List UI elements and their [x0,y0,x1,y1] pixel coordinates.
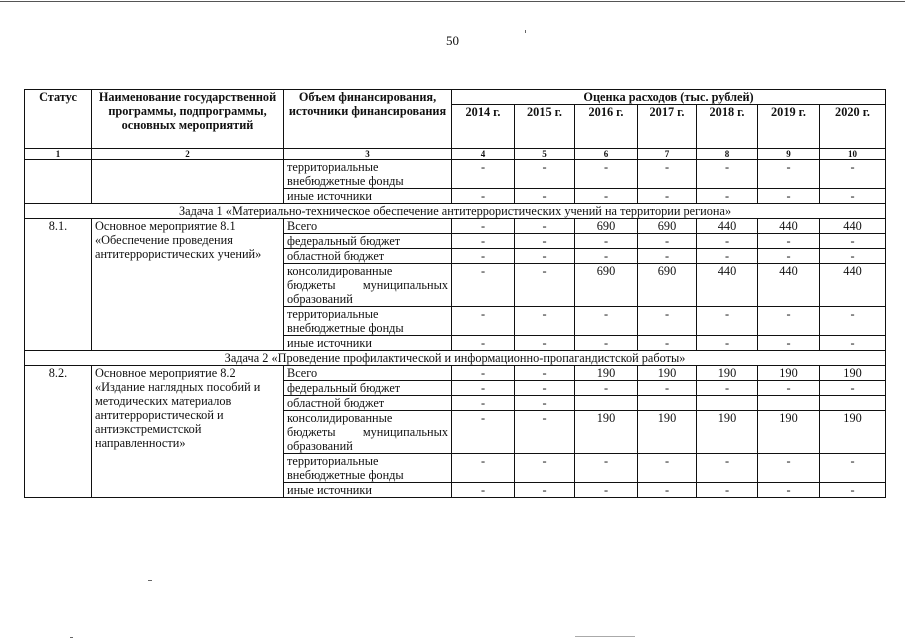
source-cell: иные источники [284,336,452,351]
value-cell: - [820,307,886,336]
value-cell: - [515,411,575,454]
value-cell: - [697,249,758,264]
value-cell: 440 [758,219,820,234]
value-cell: - [638,336,697,351]
value-cell: 190 [697,411,758,454]
value-cell: - [758,483,820,498]
name-cell [92,160,284,204]
value-cell: - [452,249,515,264]
value-cell: - [575,189,638,204]
value-cell: - [638,189,697,204]
source-cell: иные источники [284,189,452,204]
value-cell: - [515,189,575,204]
value-cell: - [697,234,758,249]
budget-table [24,89,886,498]
scan-speck [525,30,526,33]
value-cell: - [758,307,820,336]
value-cell: 690 [638,219,697,234]
value-cell: - [575,454,638,483]
source-cell: Всего [284,366,452,381]
value-cell: - [515,264,575,307]
page-number: 50 [446,33,459,48]
value-cell: - [638,249,697,264]
value-cell: - [638,483,697,498]
header-status: Статус [25,90,92,149]
value-cell: - [515,336,575,351]
task-1-title: Задача 1 «Материально-техническое обеспечение антитеррористических учений на территории региона» [25,204,886,219]
value-cell: - [452,219,515,234]
year-header: 2016 г. [575,105,638,149]
value-cell: - [575,307,638,336]
value-cell: - [820,160,886,189]
source-cell: федеральный бюджет [284,234,452,249]
value-cell: 440 [820,264,886,307]
source-word: бюджеты [287,278,336,292]
year-header: 2020 г. [820,105,886,149]
value-cell: 190 [575,411,638,454]
value-cell: - [452,189,515,204]
table-row [25,366,886,381]
column-index: 4 [452,149,515,160]
column-index: 3 [284,149,452,160]
source-cell: территориальные внебюджетные фонды [284,454,452,483]
value-cell: - [697,189,758,204]
source-word: муниципальных [362,425,448,439]
value-cell: - [820,483,886,498]
name-cell: Основное мероприятие 8.2 «Издание наглядных пособий и методических материалов антитеррористической и антиэкстремистской направленности» [92,366,284,498]
column-index: 1 [25,149,92,160]
source-line: консолидированные [287,411,393,425]
source-cell: областной бюджет [284,249,452,264]
value-cell: - [575,336,638,351]
value-cell: 190 [820,366,886,381]
value-cell: 190 [697,366,758,381]
value-cell: 190 [820,411,886,454]
value-cell: 690 [575,264,638,307]
value-cell: - [575,483,638,498]
value-cell: - [820,249,886,264]
scan-top-edge [0,1,905,2]
value-cell: 190 [638,411,697,454]
value-cell: - [638,454,697,483]
value-cell: - [638,160,697,189]
source-word: муниципальных [362,278,448,292]
value-cell: - [758,234,820,249]
header-estimate: Оценка расходов (тыс. рублей) [452,90,886,105]
value-cell: - [515,483,575,498]
value-cell: - [575,160,638,189]
name-cell: Основное мероприятие 8.1 «Обеспечение проведения антитеррористических учений» [92,219,284,351]
source-line: образований [287,292,353,306]
task-2-title: Задача 2 «Проведение профилактической и информационно-пропагандистской работы» [25,351,886,366]
value-cell: - [515,454,575,483]
value-cell [820,396,886,411]
value-cell: - [697,454,758,483]
header-row [25,90,886,105]
value-cell: - [697,160,758,189]
value-cell: - [452,264,515,307]
value-cell: - [758,160,820,189]
source-cell [284,264,452,307]
value-cell: - [697,483,758,498]
value-cell: - [697,336,758,351]
scan-speck [70,637,73,638]
value-cell: - [697,381,758,396]
value-cell: - [638,307,697,336]
scan-speck [148,580,152,581]
value-cell: - [758,336,820,351]
value-cell: 190 [758,366,820,381]
column-index: 9 [758,149,820,160]
value-cell: - [638,381,697,396]
value-cell: 190 [758,411,820,454]
value-cell: - [515,381,575,396]
value-cell: - [758,454,820,483]
value-cell: - [758,249,820,264]
source-cell: территориальные внебюджетные фонды [284,160,452,189]
table-row [25,219,886,234]
value-cell: - [697,307,758,336]
year-header: 2017 г. [638,105,697,149]
value-cell: - [758,381,820,396]
column-index: 5 [515,149,575,160]
value-cell: - [515,234,575,249]
value-cell: - [820,189,886,204]
source-cell: Всего [284,219,452,234]
value-cell: - [820,234,886,249]
value-cell [638,396,697,411]
year-header: 2018 г. [697,105,758,149]
value-cell: 190 [575,366,638,381]
column-index: 6 [575,149,638,160]
task-1-row [25,204,886,219]
value-cell: - [452,454,515,483]
status-cell [25,160,92,204]
value-cell: 440 [820,219,886,234]
source-cell [284,411,452,454]
value-cell [575,396,638,411]
value-cell: 690 [575,219,638,234]
year-header: 2019 г. [758,105,820,149]
source-cell: иные источники [284,483,452,498]
column-index-row [25,149,886,160]
value-cell: 440 [697,264,758,307]
column-index: 8 [697,149,758,160]
value-cell: - [820,454,886,483]
value-cell: 440 [697,219,758,234]
source-line [287,425,448,439]
value-cell: - [515,396,575,411]
value-cell: - [515,249,575,264]
value-cell: - [452,234,515,249]
scan-speck [575,636,635,637]
value-cell: - [452,411,515,454]
source-cell: областной бюджет [284,396,452,411]
value-cell: - [575,249,638,264]
value-cell: - [452,160,515,189]
source-cell: федеральный бюджет [284,381,452,396]
value-cell: 190 [638,366,697,381]
value-cell: - [515,307,575,336]
column-index: 7 [638,149,697,160]
value-cell: 690 [638,264,697,307]
value-cell: - [452,366,515,381]
value-cell: - [452,307,515,336]
value-cell: - [452,483,515,498]
value-cell: 440 [758,264,820,307]
source-line: консолидированные [287,264,393,278]
column-index: 10 [820,149,886,160]
value-cell: - [515,366,575,381]
status-cell: 8.2. [25,366,92,498]
source-word: бюджеты [287,425,336,439]
value-cell: - [638,234,697,249]
value-cell: - [452,396,515,411]
value-cell: - [758,189,820,204]
source-line: образований [287,439,353,453]
column-index: 2 [92,149,284,160]
value-cell: - [820,381,886,396]
header-name: Наименование государственной программы, подпрограммы, основных мероприятий [92,90,284,149]
value-cell [758,396,820,411]
value-cell: - [515,219,575,234]
value-cell: - [575,381,638,396]
value-cell: - [452,336,515,351]
source-cell: территориальные внебюджетные фонды [284,307,452,336]
value-cell: - [515,160,575,189]
value-cell [697,396,758,411]
value-cell: - [452,381,515,396]
header-funding: Объем финансирования, источники финансирования [284,90,452,149]
year-header: 2015 г. [515,105,575,149]
table-row [25,160,886,189]
task-2-row [25,351,886,366]
value-cell: - [820,336,886,351]
year-header: 2014 г. [452,105,515,149]
value-cell: - [575,234,638,249]
status-cell: 8.1. [25,219,92,351]
source-line [287,278,448,292]
